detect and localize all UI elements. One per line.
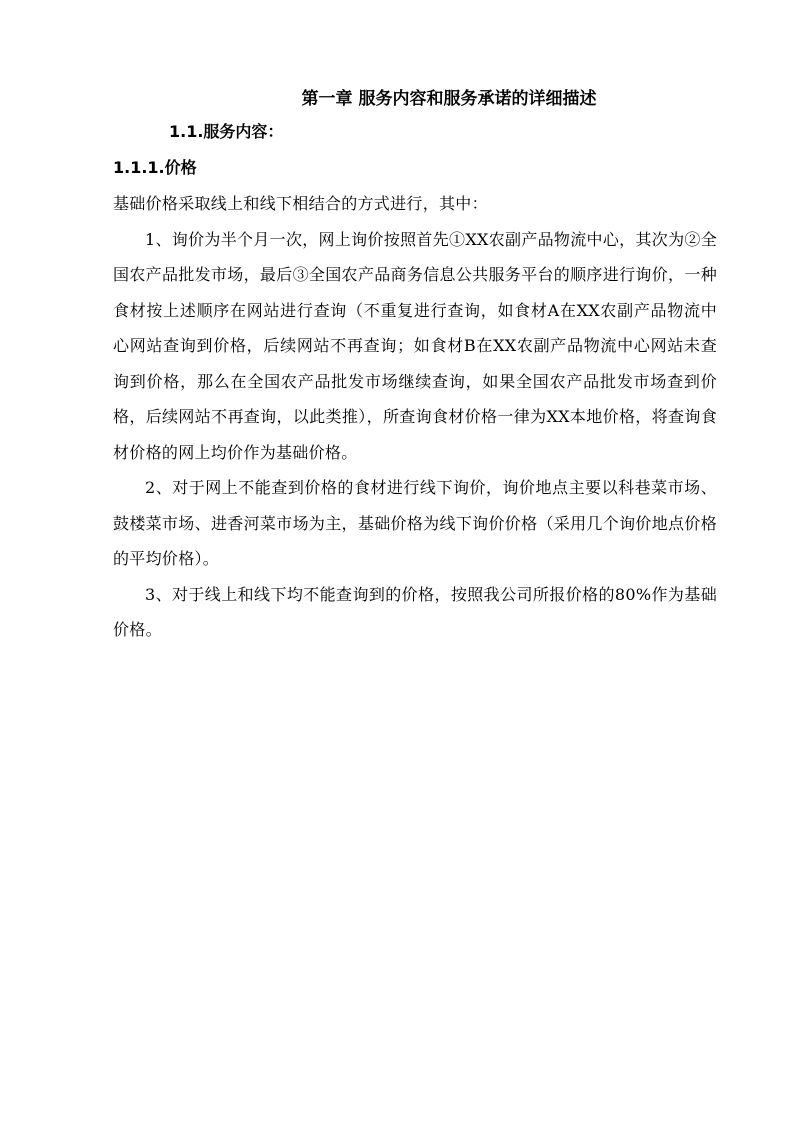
rule-paragraph-1: 1、询价为半个月一次，网上询价按照首先①XX农副产品物流中心，其次为②全国农产品批发市场，最后③全国农产品商务信息公共服务平台的顺序进行询价，一种食材按上述顺序在网站进行查询（不重复进行查询，如食材A在XX农副产品物流中心网站查询到价格，后续网站不再查询；如食材B在XX农副产品物流中心网站未查询到价格，那么在全国农产品批发市场继续查询，如果全国农产品批发市场查到价格，后续网站不再查询，以此类推），所查询食材价格一律为XX本地价格，将查询食材价格的网上均价作为基础价格。 [113,229,717,462]
intro-paragraph: 基础价格采取线上和线下相结合的方式进行，其中： [113,194,488,213]
section-heading: 1.1.服务内容： [169,122,284,141]
rule-paragraph-3: 3、对于线上和线下均不能查询到的价格，按照我公司所报价格的80%作为基础价格。 [113,584,717,639]
document-page [113,84,717,648]
subsection-heading: 1.1.1.价格 [113,158,197,177]
rule-paragraph-2: 2、对于网上不能查到价格的食材进行线下询价，询价地点主要以科巷菜市场、鼓楼菜市场、进香河菜市场为主，基础价格为线下询价价格（采用几个询价地点价格的平均价格）。 [113,478,717,568]
chapter-title: 第一章 服务内容和服务承诺的详细描述 [301,89,597,109]
